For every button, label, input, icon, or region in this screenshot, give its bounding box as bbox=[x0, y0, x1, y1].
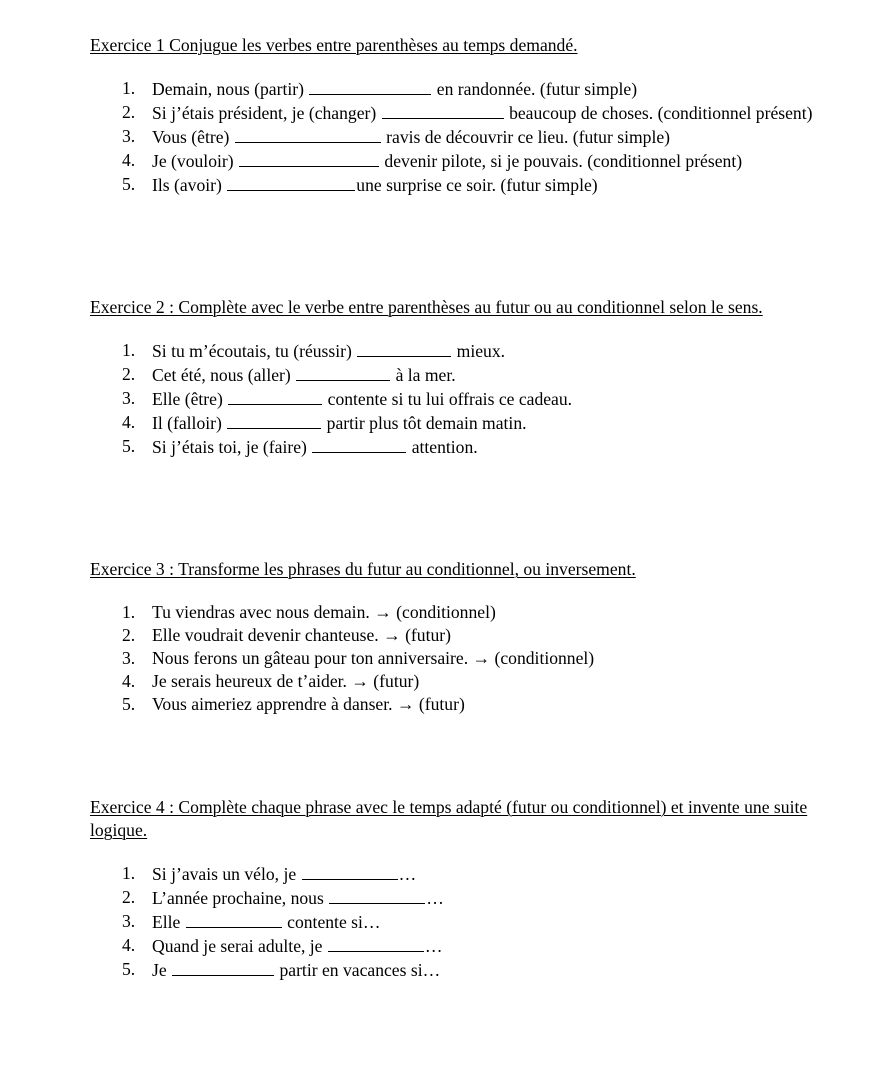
list-item: 3. Elle (être) contente si tu lui offrais ce cadeau. bbox=[122, 388, 573, 409]
exercise-4-list bbox=[90, 862, 860, 982]
exercise-1-title: Exercice 1 Conjugue les verbes entre parenthèses au temps demandé. bbox=[90, 35, 578, 55]
list-item: 3. Nous ferons un gâteau pour ton anniversaire. → (conditionnel) bbox=[122, 648, 595, 668]
item-number: 4. bbox=[122, 671, 136, 691]
answer-blank[interactable] bbox=[357, 339, 451, 357]
list-item: 3. Elle contente si… bbox=[122, 911, 381, 932]
answer-blank[interactable] bbox=[227, 173, 355, 191]
list-item: 4. Je serais heureux de t’aider. → (futur) bbox=[122, 671, 420, 691]
exercise-3-title: Exercice 3 : Transforme les phrases du futur au conditionnel, ou inversement. bbox=[90, 559, 636, 579]
exercise-4 bbox=[90, 796, 860, 982]
item-number: 5. bbox=[122, 694, 136, 714]
answer-blank[interactable] bbox=[186, 910, 282, 928]
answer-blank[interactable] bbox=[239, 149, 379, 167]
exercise-3-list bbox=[90, 601, 860, 716]
list-item: 2. L’année prochaine, nous … bbox=[122, 887, 444, 908]
list-item: 5. Ils (avoir) une surprise ce soir. (futur simple) bbox=[122, 174, 598, 195]
answer-blank[interactable] bbox=[328, 934, 424, 952]
answer-blank[interactable] bbox=[228, 387, 322, 405]
answer-blank[interactable] bbox=[235, 125, 381, 143]
answer-blank[interactable] bbox=[302, 862, 398, 880]
exercise-3 bbox=[90, 558, 860, 716]
answer-blank[interactable] bbox=[309, 77, 431, 95]
item-number: 1. bbox=[122, 602, 136, 622]
answer-blank[interactable] bbox=[382, 101, 504, 119]
answer-blank[interactable] bbox=[172, 958, 274, 976]
exercise-2 bbox=[90, 296, 860, 459]
list-item: 2. Elle voudrait devenir chanteuse. → (futur) bbox=[122, 625, 451, 645]
exercise-1-list bbox=[90, 77, 860, 197]
exercise-4-title: Exercice 4 : Complète chaque phrase avec le temps adapté (futur ou conditionnel) et invente une suite logique. bbox=[90, 797, 808, 840]
list-item: 1. Demain, nous (partir) en randonnée. (futur simple) bbox=[122, 78, 638, 99]
exercise-1 bbox=[90, 34, 860, 197]
list-item: 1. Si j’avais un vélo, je … bbox=[122, 863, 417, 884]
list-item: 4. Quand je serai adulte, je … bbox=[122, 935, 443, 956]
list-item: 5. Si j’étais toi, je (faire) attention. bbox=[122, 436, 478, 457]
list-item: 5. Je partir en vacances si… bbox=[122, 959, 441, 980]
list-item: 4. Il (falloir) partir plus tôt demain matin. bbox=[122, 412, 527, 433]
exercise-2-list bbox=[90, 339, 860, 459]
exercise-2-title: Exercice 2 : Complète avec le verbe entre parenthèses au futur ou au conditionnel selon le sens. bbox=[90, 297, 763, 317]
answer-blank[interactable] bbox=[312, 435, 406, 453]
answer-blank[interactable] bbox=[227, 411, 321, 429]
list-item: 1. Si tu m’écoutais, tu (réussir) mieux. bbox=[122, 340, 506, 361]
answer-blank[interactable] bbox=[329, 886, 425, 904]
list-item: 1. Tu viendras avec nous demain. → (conditionnel) bbox=[122, 602, 496, 622]
answer-blank[interactable] bbox=[296, 363, 390, 381]
item-number: 2. bbox=[122, 625, 136, 645]
list-item: 4. Je (vouloir) devenir pilote, si je pouvais. (conditionnel présent) bbox=[122, 150, 743, 171]
list-item: 5. Vous aimeriez apprendre à danser. → (futur) bbox=[122, 694, 465, 714]
list-item: 2. Si j’étais président, je (changer) beaucoup de choses. (conditionnel présent) bbox=[122, 102, 813, 123]
list-item: 3. Vous (être) ravis de découvrir ce lieu. (futur simple) bbox=[122, 126, 671, 147]
item-number: 3. bbox=[122, 648, 136, 668]
list-item: 2. Cet été, nous (aller) à la mer. bbox=[122, 364, 456, 385]
